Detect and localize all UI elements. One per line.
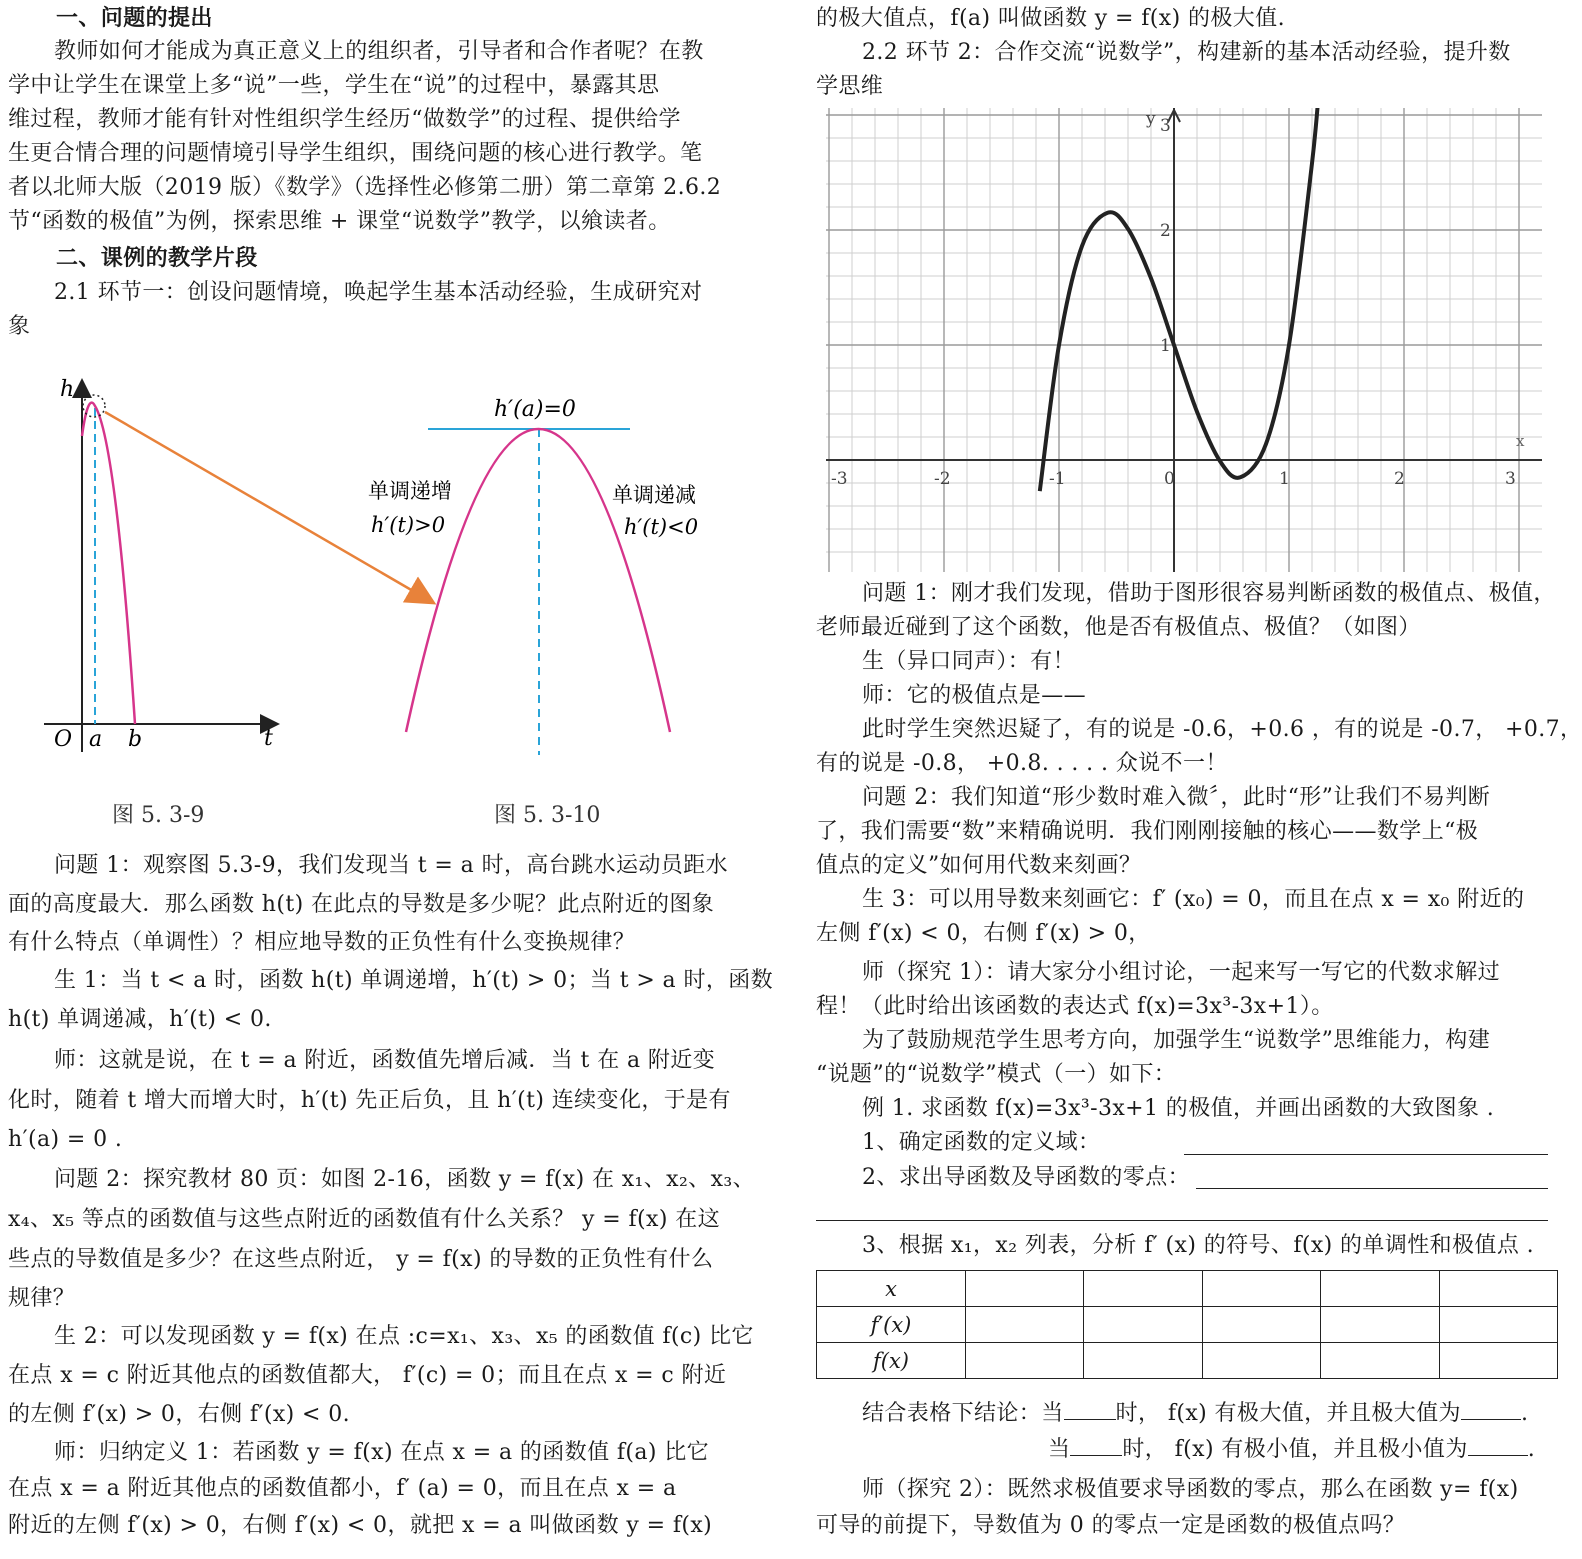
grid-minor xyxy=(826,108,1542,572)
blank-field[interactable] xyxy=(1468,1431,1528,1456)
table-cell[interactable] xyxy=(966,1307,1084,1343)
para-line: 教师如何才能成为真正意义上的组织者，引导者和合作者呢？在教 xyxy=(54,39,704,64)
para-line: 维过程，教师才能有针对性组织学生经历“做数学”的过程、提供给学 xyxy=(8,107,681,132)
para-line: 生 2：可以发现函数 y = f(x) 在点 :c=x₁、x₃、x₅ 的函数值 f(c) 比它 xyxy=(54,1324,754,1349)
x-tick-label: 2 xyxy=(1394,469,1405,489)
blank-field[interactable] xyxy=(1064,1395,1116,1420)
figure-caption-2: 图 5. 3-10 xyxy=(494,803,601,828)
para-line: 学中让学生在课堂上多“说”一些，学生在“说”的过程中，暴露其思 xyxy=(8,73,660,98)
para-line: 为了鼓励规范学生思考方向，加强学生“说数学”思维能力，构建 xyxy=(862,1028,1491,1053)
x-tick-label: -3 xyxy=(831,469,848,489)
table-cell[interactable] xyxy=(1321,1343,1439,1379)
tangent-label: h′(a)=0 xyxy=(494,397,576,422)
y-tick-label: 2 xyxy=(1160,221,1171,241)
para-line: 有的说是 -0.8， +0.8. . . . . 众说不一！ xyxy=(816,751,1228,776)
increasing-condition: h′(t)>0 xyxy=(371,513,446,537)
blank-field[interactable] xyxy=(1070,1431,1122,1456)
para-line: 象 xyxy=(8,314,31,339)
answer-line-3[interactable] xyxy=(816,1220,1548,1221)
para-line: 此时学生突然迟疑了，有的说是 -0.6，+0.6 ，有的说是 -0.7， +0.7， xyxy=(862,717,1582,742)
table-row xyxy=(817,1343,1558,1379)
table-cell[interactable] xyxy=(1439,1271,1557,1307)
para-line: 问题 2：探究教材 80 页：如图 2-16，函数 y = f(x) 在 x₁、x₂、x₃、 xyxy=(54,1167,756,1192)
cubic-function-graph xyxy=(826,108,1542,572)
table-row-header: f(x) xyxy=(817,1343,966,1379)
conclusion-min xyxy=(1048,1431,1535,1467)
table-cell[interactable] xyxy=(1084,1307,1202,1343)
para-line: 问题 2：我们知道“形少数时难入微〞，此时“形”让我们不易判断 xyxy=(862,785,1491,810)
para-line: 可导的前提下，导数值为 0 的零点一定是函数的极值点吗？ xyxy=(816,1513,1406,1538)
para-line: h′(a) = 0 . xyxy=(8,1127,123,1152)
conclusion-text: 时， xyxy=(1122,1437,1168,1462)
decreasing-label: 单调递减 xyxy=(612,483,696,507)
step-2: 2、求出导函数及导函数的零点： xyxy=(862,1165,1190,1190)
section-heading-1: 一、问题的提出 xyxy=(56,6,213,31)
table-cell[interactable] xyxy=(1202,1343,1320,1379)
conclusion-text: f(x) 有极小值，并且极小值为 xyxy=(1174,1437,1468,1462)
para-line: x₄、x₅ 等点的函数值与这些点附近的函数值有什么关系？ y = f(x) 在这 xyxy=(8,1207,720,1232)
blank-field[interactable] xyxy=(1461,1395,1521,1420)
graph-axes xyxy=(826,108,1542,572)
para-line: 问题 1：刚才我们发现，借助于图形很容易判断函数的极值点、极值， xyxy=(862,581,1556,606)
zoom-arrow xyxy=(105,412,432,602)
para-line: 生 1：当 t < a 时，函数 h(t) 单调递增，h′(t) > 0；当 t > a 时，函数 xyxy=(54,968,774,993)
table-cell[interactable] xyxy=(1202,1307,1320,1343)
conclusion-text: 结合表格下结论：当 xyxy=(862,1401,1064,1426)
decreasing-condition: h′(t)<0 xyxy=(624,515,699,539)
trajectory-curve xyxy=(82,403,135,724)
para-line: h(t) 单调递减，h′(t) < 0. xyxy=(8,1007,272,1032)
table-cell[interactable] xyxy=(966,1343,1084,1379)
a-label: a xyxy=(89,727,103,752)
t-axis-label: t xyxy=(264,726,273,751)
para-line: 在点 x = c 附近其他点的函数值都大， f′(c) = 0；而且在点 x = c 附近 xyxy=(8,1363,727,1388)
para-line: 老师最近碰到了这个函数，他是否有极值点、极值？（如图） xyxy=(816,615,1421,640)
figure-jump-height xyxy=(8,360,750,770)
para-line: 问题 1：观察图 5.3-9，我们发现当 t = a 时，高台跳水运动员距水 xyxy=(54,853,728,878)
para-line: 化时，随着 t 增大而增大时，h′(t) 先正后负，且 h′(t) 连续变化，于是有 xyxy=(8,1088,731,1113)
para-line: 学思维 xyxy=(816,74,884,99)
y-tick-label: 1 xyxy=(1160,336,1171,356)
table-row xyxy=(817,1271,1558,1307)
table-row xyxy=(817,1307,1558,1343)
b-label: b xyxy=(128,727,143,752)
conclusion-text: 时， xyxy=(1115,1401,1161,1426)
y-tick-label: 3 xyxy=(1160,116,1171,136)
para-line: 师（探究 2）：既然求极值要求导函数的零点，那么在函数 y= f(x) xyxy=(862,1477,1519,1502)
answer-line-1[interactable] xyxy=(1184,1154,1548,1155)
table-cell[interactable] xyxy=(1084,1343,1202,1379)
para-line: 了，我们需要“数”来精确说明．我们刚刚接触的核心——数学上“极 xyxy=(816,819,1479,844)
para-line: 师：它的极值点是—— xyxy=(862,683,1087,708)
h-axis-label: h xyxy=(60,377,75,402)
answer-line-2[interactable] xyxy=(1196,1188,1548,1189)
para-line: 的极大值点，f(a) 叫做函数 y = f(x) 的极大值. xyxy=(816,6,1285,31)
x-tick-label: -1 xyxy=(1049,469,1066,489)
x-tick-label: 3 xyxy=(1505,469,1516,489)
period: . xyxy=(1527,1437,1536,1462)
para-line: 规律？ xyxy=(8,1286,76,1311)
table-row-header: x xyxy=(817,1271,966,1307)
x-tick-label: 1 xyxy=(1279,469,1290,489)
para-line: 2.1 环节一：创设问题情境，唤起学生基本活动经验，生成研究对 xyxy=(54,280,703,305)
para-line: 在点 x = a 附近其他点的函数值都小，f′ (a) = 0，而且在点 x = a xyxy=(8,1476,677,1501)
table-cell[interactable] xyxy=(1321,1271,1439,1307)
para-line: 有什么特点（单调性）？相应地导数的正负性有什么变换规律？ xyxy=(8,930,636,955)
para-line: 些点的导数值是多少？在这些点附近， y = f(x) 的导数的正负性有什么 xyxy=(8,1247,714,1272)
para-line: 值点的定义”如何用代数来刻画？ xyxy=(816,853,1142,878)
x-tick-label: 0 xyxy=(1164,469,1175,489)
conclusion-text: 当 xyxy=(1048,1437,1071,1462)
section-heading-2: 二、课例的教学片段 xyxy=(56,246,258,271)
conclusion-text: f(x) 有极大值，并且极大值为 xyxy=(1167,1401,1461,1426)
increasing-label: 单调递增 xyxy=(368,479,452,503)
table-cell[interactable] xyxy=(1439,1307,1557,1343)
para-line: 生更合情合理的问题情境引导学生组织，围绕问题的核心进行教学。笔 xyxy=(8,141,703,166)
para-line: 师：归纳定义 1：若函数 y = f(x) 在点 x = a 的函数值 f(a) 比它 xyxy=(54,1440,710,1465)
x-axis-label: x xyxy=(1516,432,1525,450)
para-line: 师（探究 1）：请大家分小组讨论，一起来写一写它的代数求解过 xyxy=(862,960,1500,985)
table-cell[interactable] xyxy=(1202,1271,1320,1307)
figure-caption-1: 图 5. 3-9 xyxy=(112,803,205,828)
para-line: 左侧 f′(x) < 0，右侧 f′(x) > 0， xyxy=(816,921,1151,946)
para-line: 师：这就是说，在 t = a 附近，函数值先增后减．当 t 在 a 附近变 xyxy=(54,1048,716,1073)
step-1: 1、确定函数的定义域： xyxy=(862,1130,1101,1155)
para-line: 生（异口同声）：有！ xyxy=(862,649,1076,674)
para-line: 面的高度最大．那么函数 h(t) 在此点的导数是多少呢？此点附近的图象 xyxy=(8,892,715,917)
step-3: 3、根据 x₁，x₂ 列表，分析 f′ (x) 的符号、f(x) 的单调性和极值点 . xyxy=(862,1233,1535,1258)
para-line: 程！（此时给出该函数的表达式 f(x)=3x³-3x+1）。 xyxy=(816,994,1334,1019)
para-line: 者以北师大版（2019 版）《数学》（选择性必修第二册）第二章第 2.6.2 xyxy=(8,175,722,200)
conclusion-max xyxy=(862,1395,1528,1431)
para-line: 附近的左侧 f′(x) > 0，右侧 f′(x) < 0，就把 x = a 叫做函数 y = f(x) xyxy=(8,1513,713,1538)
table-cell[interactable] xyxy=(1084,1271,1202,1307)
para-line: 的左侧 f′(x) > 0，右侧 f′(x) < 0. xyxy=(8,1402,351,1427)
para-line: “说题”的“说数学”模式（一）如下： xyxy=(816,1062,1177,1087)
table-cell[interactable] xyxy=(966,1271,1084,1307)
para-line: 生 3：可以用导数来刻画它：f′ (x₀) = 0，而且在点 x = x₀ 附近的 xyxy=(862,887,1525,912)
y-axis-label: y xyxy=(1146,109,1156,129)
para-line: 节“函数的极值”为例，探索思维 + 课堂“说数学”教学，以飨读者。 xyxy=(8,209,671,234)
table-row-header: f′(x) xyxy=(817,1307,966,1343)
origin-label: O xyxy=(54,727,73,752)
period: . xyxy=(1520,1401,1529,1426)
table-cell[interactable] xyxy=(1321,1307,1439,1343)
grid-major xyxy=(826,108,1542,572)
para-line: 2.2 环节 2：合作交流“说数学”，构建新的基本活动经验，提升数 xyxy=(862,40,1511,65)
table-cell[interactable] xyxy=(1439,1343,1557,1379)
example-title: 例 1. 求函数 f(x)=3x³-3x+1 的极值，并画出函数的大致图象 . xyxy=(862,1096,1495,1121)
x-tick-label: -2 xyxy=(934,469,951,489)
sign-table xyxy=(816,1270,1558,1379)
